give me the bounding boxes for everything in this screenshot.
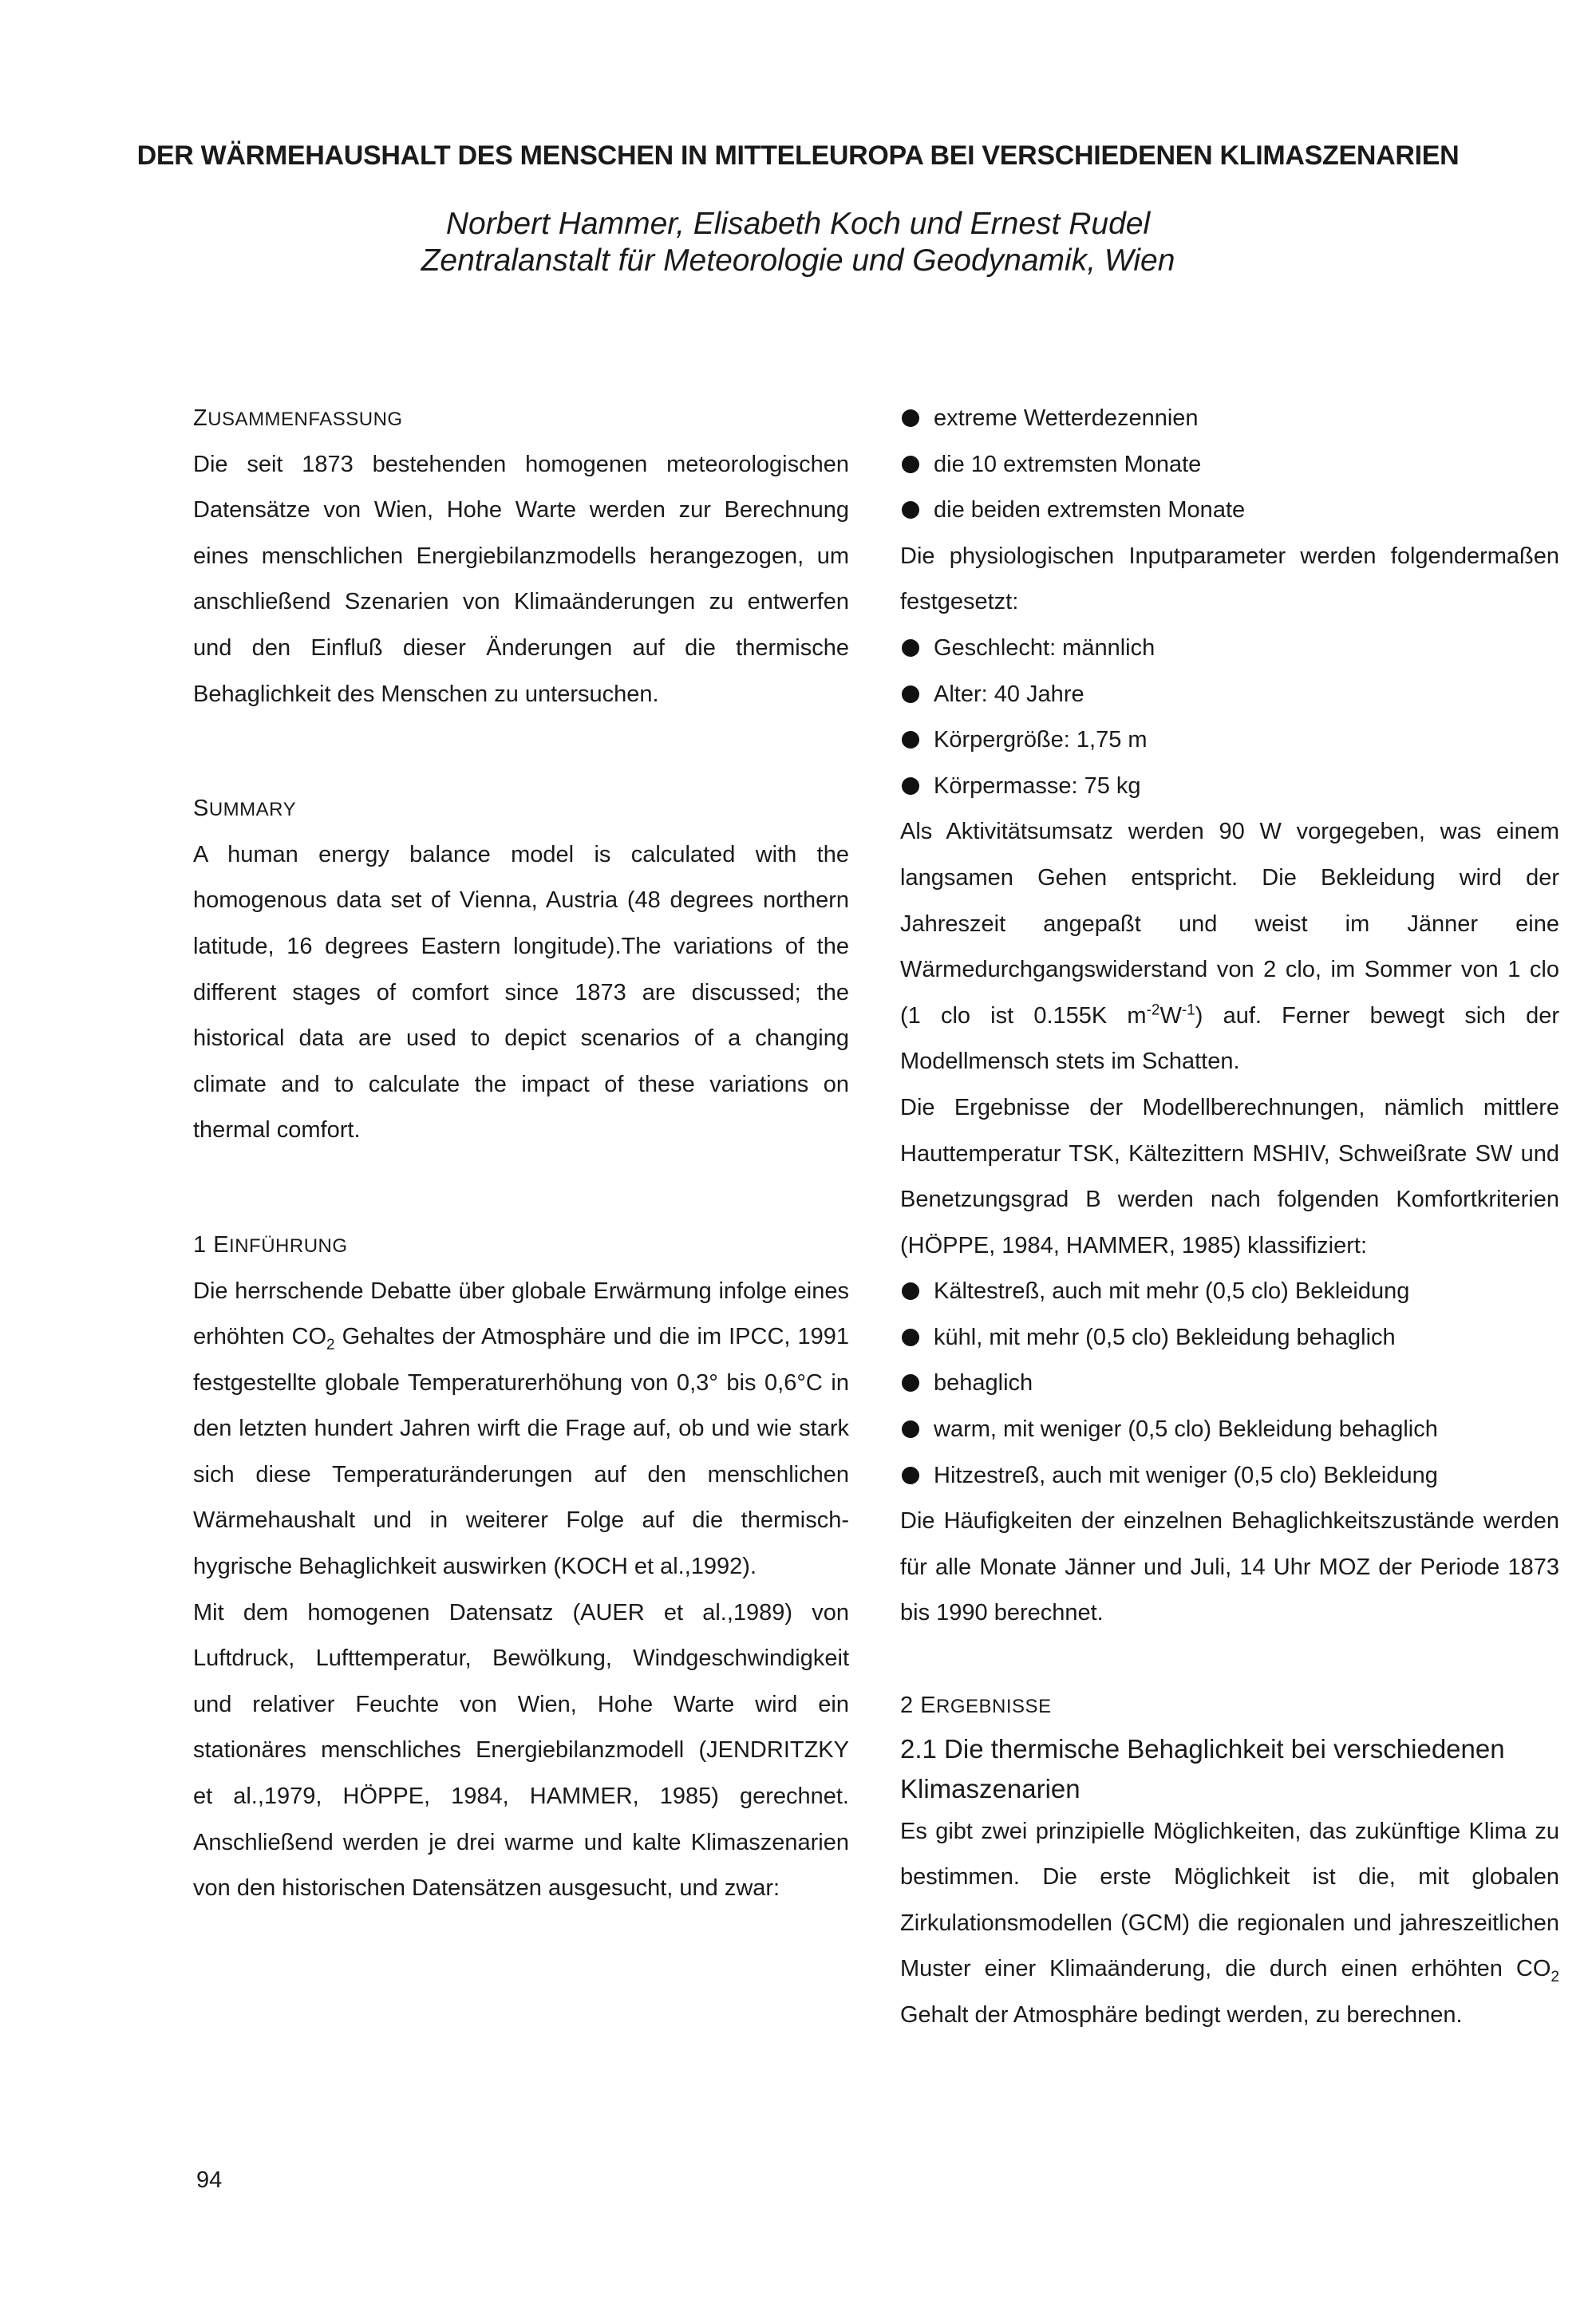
list-item: warm, mit weniger (0,5 clo) Bekleidung behaglich [900,1407,1559,1453]
bullet-icon [902,1282,919,1300]
summary-heading: SUMMARY [193,796,297,822]
list-item: die 10 extremsten Monate [900,442,1559,488]
list-item: die beiden extremsten Monate [900,488,1559,534]
zusammenfassung-text: Die seit 1873 bestehenden homogenen meteorologischen Datensätze von Wien, Hohe Warte werden zur Berechnung eines menschlichen Energiebilanzmodells herangezogen, um anschließend Szenarien von Klimaänderungen zu entwerfen und den Einfluß dieser Änderungen auf die thermische Behaglichkeit des Menschen zu untersuchen. [193,451,849,707]
left-column [193,396,849,1912]
results-intro: Die Ergebnisse der Modellberechnungen, nämlich mittlere Hauttemperatur TSK, Kältezittern MSHIV, Schweißrate SW und Benetzungsgrad B werden nach folgenden Komfortkriterien (HÖPPE, 1984, HAMMER, 1985) klassifiziert: [900,1094,1559,1258]
list-item: Körpergröße: 1,75 m [900,717,1559,764]
bullet-icon [902,1329,919,1346]
bullet-icon [902,1374,919,1392]
frequency-paragraph: Die Häufigkeiten der einzelnen Behaglichkeitszustände werden für alle Monate Jänner und Juli, 14 Uhr MOZ der Periode 1873 bis 1990 berechnet. [900,1508,1559,1626]
page-number: 94 [196,2167,223,2193]
bullet-icon [902,777,919,795]
einfuehrung-paragraph-1: Die herrschende Debatte über globale Erwärmung infolge eines erhöhten $CO_2$ Gehaltes der Atmosphäre und die im IPCC, 1991 festgestellte globale Temperaturerhöhung von 0,3° bis 0,6°C in den letzten hundert Jahren wirft die Frage auf, ob und wie stark sich diese Temperaturänderungen auf den menschlichen Wärmehaushalt und in weiterer Folge auf die thermisch-hygrische Behaglichkeit auswirken (KOCH et al.,1992). [193,1278,850,1580]
list-item: Hitzestreß, auch mit weniger (0,5 clo) Bekleidung [900,1453,1559,1499]
author-block [0,206,1596,279]
list-item: Körpermasse: 75 kg [900,764,1559,810]
list-item: kühl, mit mehr (0,5 clo) Bekleidung behaglich [900,1315,1559,1361]
ergebnisse-heading: 2 ERGEBNISSE [900,1693,1052,1719]
bullet-icon [902,409,919,427]
ergebnisse-text: Es gibt zwei prinzipielle Möglichkeiten, das zukünftige Klima zu bestimmen. Die erste Möglichkeit ist die, mit globalen Zirkulationsmodellen (GCM) die regionalen und jahreszeitlichen Muster einer Klimaänderung, die durch einen erhöhten $CO_2$ Gehalt der Atmosphäre bedingt werden, zu berechnen. [900,1818,1559,2028]
comfort-list [900,1269,1559,1499]
bullet-icon [902,685,919,703]
summary-text: A human energy balance model is calculated with the homogenous data set of Vienna, Austria (48 degrees northern latitude, 16 degrees Eastern longitude).The variations of the different stages of comfort since 1873 are discussed; the historical data are used to depict scenarios of a changing climate and to calculate the impact of these variations on thermal comfort. [193,841,849,1144]
paper-title: DER WÄRMEHAUSHALT DES MENSCHEN IN MITTELEUROPA BEI VERSCHIEDENEN KLIMASZENARIEN [136,140,1460,171]
zusammenfassung-heading: ZUSAMMENFASSUNG [193,405,403,431]
params-list [900,626,1559,809]
authors: Norbert Hammer, Elisabeth Koch und Ernest Rudel [445,207,1151,241]
einfuehrung-paragraph-2: Mit dem homogenen Datensatz (AUER et al.,1989) von Luftdruck, Lufttemperatur, Bewölkung, Windgeschwindigkeit und relativer Feuchte von Wien, Hohe Warte wird ein stationäres menschliches Energiebilanzmodell (JENDRITZKY et al.,1979, HÖPPE, 1984, HAMMER, 1985) gerechnet. Anschließend werden je drei warme und kalte Klimaszenarien von den historischen Datensätzen ausgesucht, und zwar: [193,1599,849,1902]
list-item: Geschlecht: männlich [900,626,1559,672]
section-subheading: 2.1 Die thermische Behaglichkeit bei verschiedenen Klimaszenarien [900,1733,1505,1803]
bullet-icon [902,1467,919,1484]
right-column [900,396,1559,2039]
bullet-icon [902,639,919,657]
list-item: Kältestreß, auch mit mehr (0,5 clo) Bekleidung [900,1269,1559,1315]
bullet-icon [902,456,919,473]
affiliation: Zentralanstalt für Meteorologie und Geodynamik, Wien [421,243,1175,278]
scenario-list [900,396,1559,534]
list-item: behaglich [900,1361,1559,1407]
params-intro: Die physiologischen Inputparameter werden folgendermaßen festgesetzt: [900,543,1559,615]
list-item: extreme Wetterdezennien [900,396,1559,442]
activity-paragraph: Als Aktivitätsumsatz werden 90 W vorgegeben, was einem langsamen Gehen entspricht. Die Bekleidung wird der Jahreszeit angepaßt und weist im Jänner eine Wärmedurchgangswiderstand von 2 clo, im Sommer von 1 clo (1 clo ist 0.155K $m^{-2}W^{-1}$) auf. Ferner bewegt sich der Modellmensch stets im Schatten. [900,819,1560,1075]
einfuehrung-heading: 1 EINFÜHRUNG [193,1231,348,1258]
list-item: Alter: 40 Jahre [900,672,1559,718]
bullet-icon [902,501,919,519]
bullet-icon [902,1420,919,1438]
bullet-icon [902,731,919,749]
